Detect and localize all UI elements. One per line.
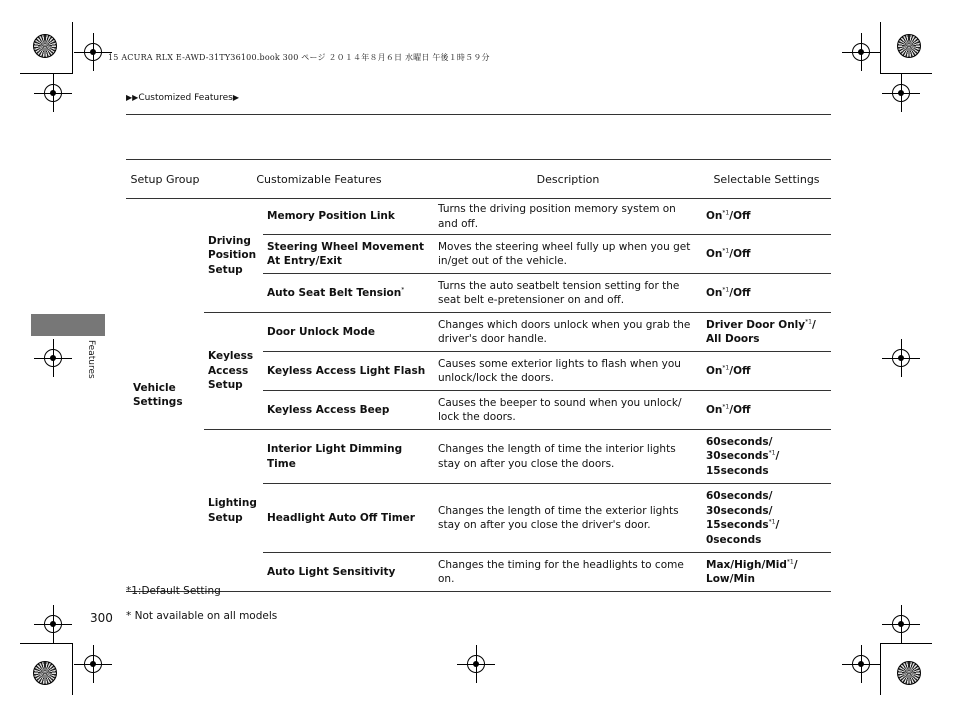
default-marker: *1 (786, 558, 794, 565)
setting-other: / 0seconds (706, 519, 780, 546)
availability-marker: * (401, 286, 405, 294)
setting-default: On (706, 403, 723, 416)
crop-mark (880, 22, 881, 74)
setting-other: / Low/Min (706, 558, 798, 585)
footnote-availability: * Not available on all models (126, 610, 278, 622)
feature-name (263, 274, 434, 313)
feature-name: Keyless Access Light Flash (263, 352, 434, 391)
setting-other: / All Doors (706, 318, 816, 345)
header-setup-group: Setup Group (126, 160, 204, 199)
feature-name: Steering Wheel Movement At Entry/Exit (263, 235, 434, 274)
feature-name: Auto Light Sensitivity (263, 553, 434, 592)
feature-description: Changes the timing for the headlights to come on. (434, 553, 702, 592)
feature-name-text: Auto Seat Belt Tension (267, 286, 402, 299)
setting-other: / 15seconds (706, 450, 780, 477)
table-row (126, 430, 831, 484)
header-rule (126, 114, 831, 115)
feature-description: Moves the steering wheel fully up when you get in/get out of the vehicle. (434, 235, 702, 274)
crop-mark (20, 643, 72, 644)
default-marker: *1 (722, 403, 730, 411)
selectable-setting (702, 199, 831, 235)
subgroup-label: Keyless Access Setup (204, 313, 263, 430)
header-description: Description (434, 160, 702, 199)
color-calibration-mark (897, 34, 921, 58)
setting-other: /Off (729, 403, 751, 416)
breadcrumb-trail-arrow: ▶ (232, 93, 239, 102)
crop-mark (880, 643, 932, 644)
selectable-setting (702, 235, 831, 274)
default-marker: *1 (722, 364, 730, 372)
crop-mark (880, 73, 932, 74)
setting-default: 60seconds/ 30seconds (706, 435, 773, 463)
feature-description: Changes the length of time the exterior lights stay on after you close the driver's door. (434, 484, 702, 553)
feature-name: Keyless Access Beep (263, 391, 434, 430)
print-header: 15 ACURA RLX E-AWD-31TY36100.book 300 ページ ２０１４年８月６日 水曜日 午後１時５９分 (108, 53, 490, 62)
default-marker: *1 (722, 209, 730, 217)
breadcrumb-link[interactable]: Customized Features (138, 93, 233, 103)
feature-description: Causes the beeper to sound when you unlock/ lock the doors. (434, 391, 702, 430)
selectable-setting (702, 484, 831, 553)
default-marker: *1 (768, 449, 776, 457)
default-marker: *1 (722, 286, 730, 294)
setting-other: /Off (729, 247, 751, 260)
default-marker: *1 (805, 318, 812, 325)
selectable-setting (702, 553, 831, 592)
setting-other: /Off (729, 364, 751, 377)
setting-other: /Off (729, 286, 751, 299)
color-calibration-mark (33, 34, 57, 58)
header-customizable-features: Customizable Features (204, 160, 434, 199)
feature-name: Interior Light Dimming Time (263, 430, 434, 484)
selectable-setting (702, 430, 831, 484)
setting-default: Max/High/Mid (706, 558, 787, 571)
crop-mark (72, 643, 73, 695)
setting-default: 60seconds/ 30seconds/ 15seconds (706, 490, 773, 531)
setting-default: On (706, 247, 723, 260)
setting-default: On (706, 210, 723, 223)
feature-name: Headlight Auto Off Timer (263, 484, 434, 553)
feature-description: Changes the length of time the interior lights stay on after you close the doors. (434, 430, 702, 484)
breadcrumb (126, 93, 239, 103)
selectable-setting (702, 352, 831, 391)
table-row (126, 313, 831, 352)
feature-description: Causes some exterior lights to flash when you unlock/lock the doors. (434, 352, 702, 391)
section-tab[interactable] (31, 314, 105, 336)
header-selectable-settings: Selectable Settings (702, 160, 831, 199)
crop-mark (20, 73, 72, 74)
crop-mark (880, 643, 881, 695)
setting-default: On (706, 286, 723, 299)
setup-group-label: Vehicle Settings (126, 199, 204, 592)
feature-description: Turns the auto seatbelt tension setting for the seat belt e-pretensioner on and off. (434, 274, 702, 313)
selectable-setting (702, 391, 831, 430)
feature-description: Turns the driving position memory system on and off. (434, 199, 702, 235)
default-marker: *1 (768, 518, 776, 526)
table-row (126, 199, 831, 235)
table-header-row (126, 160, 831, 199)
breadcrumb-arrows: ▶▶ (126, 93, 139, 102)
setting-default: On (706, 364, 723, 377)
section-tab-label: Features (86, 340, 96, 379)
feature-description: Changes which doors unlock when you grab the driver's door handle. (434, 313, 702, 352)
subgroup-label: Driving Position Setup (204, 199, 263, 313)
features-table (126, 159, 831, 592)
crop-mark (72, 22, 73, 74)
page-number: 300 (90, 611, 113, 625)
feature-name: Door Unlock Mode (263, 313, 434, 352)
subgroup-label: Lighting Setup (204, 430, 263, 592)
footnote-default-setting: *1:Default Setting (126, 585, 221, 597)
default-marker: *1 (722, 247, 730, 255)
color-calibration-mark (897, 661, 921, 685)
feature-name: Memory Position Link (263, 199, 434, 235)
color-calibration-mark (33, 661, 57, 685)
setting-default: Driver Door Only (706, 318, 806, 331)
setting-other: /Off (729, 210, 751, 223)
selectable-setting (702, 274, 831, 313)
selectable-setting (702, 313, 831, 352)
